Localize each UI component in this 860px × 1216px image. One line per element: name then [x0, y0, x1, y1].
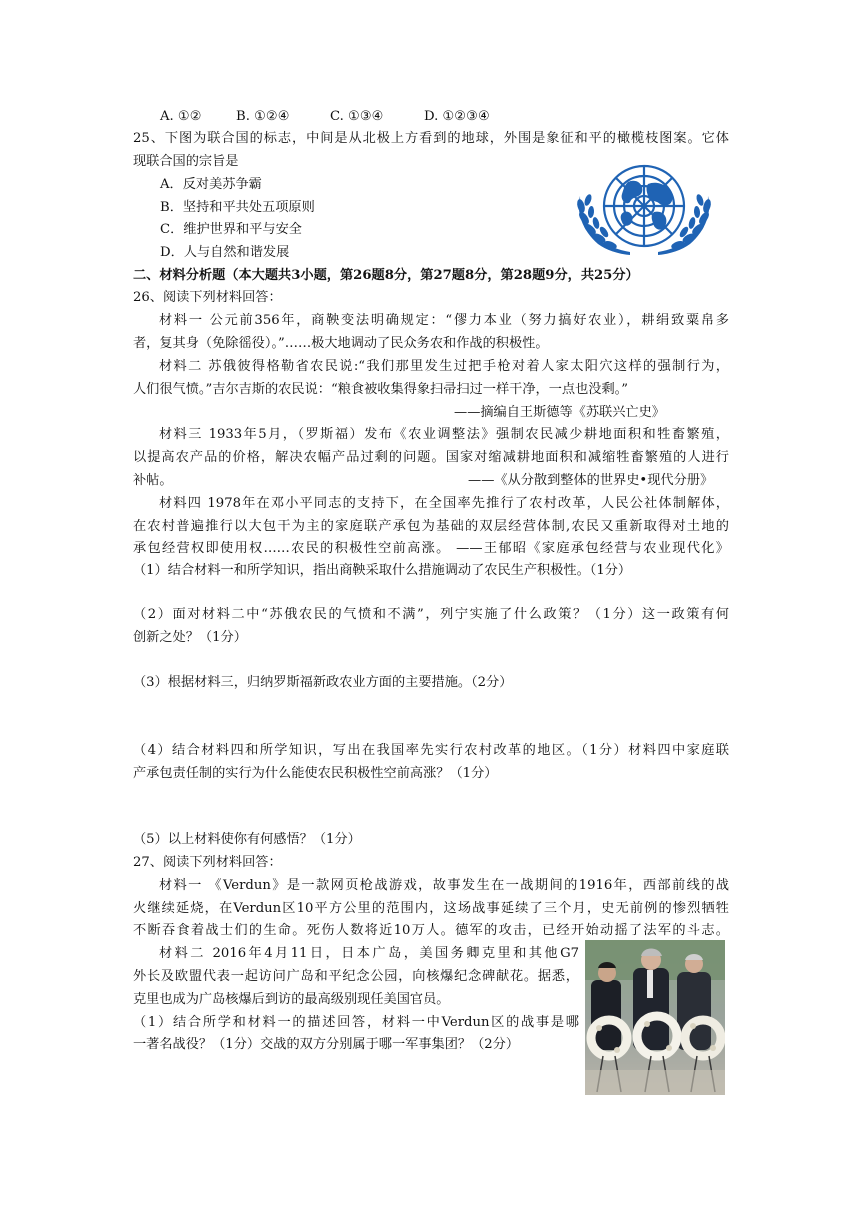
q25-option-b: B．坚持和平共处五项原则: [160, 200, 315, 215]
option-c: C. ①③④: [330, 109, 384, 124]
wreath-laying-photo: [585, 940, 725, 1095]
q24-options: [160, 106, 490, 129]
q26-material-3-line-2: 以提高农产品的价格，解决农幅产品过剩的问题。国家对缩减耕地面积和减缩牲畜繁殖的人进行: [133, 450, 729, 465]
q26-material-1-line-1: 材料一 公元前356年，商鞅变法明确规定：“僇力本业（努力搞好农业），耕绢致粟帛多: [159, 313, 729, 328]
q27-material-2-line-3: 克里也成为广岛核爆后到访的最高级别现任美国官员。: [133, 992, 450, 1007]
q27-subquestion-1-line-2: 一著名战役？（1分）交战的双方分别属于哪一军事集团？（2分）: [133, 1037, 520, 1052]
q25-line-1: 25、下图为联合国的标志，中间是从北极上方看到的地球，外围是象征和平的橄榄枝图案。它体: [133, 131, 729, 146]
q27-subquestion-1-line-1: （1）结合所学和材料一的描述回答，材料一中Verdun区的战事是哪: [133, 1015, 579, 1030]
q26-material-4-line-1: 材料四 1978年在邓小平同志的支持下，在全国率先推行了农村改革，人民公社体制解体，: [159, 496, 729, 511]
q25-line-2: 现联合国的宗旨是: [133, 154, 239, 169]
q25-option-d: D．人与自然和谐发展: [160, 245, 290, 260]
un-emblem-image: [572, 160, 716, 256]
q27-material-1-line-1: 材料一 《Verdun》是一款网页枪战游戏，故事发生在一战期间的1916年，西部前线的战: [159, 878, 729, 893]
q26-material-2-line-2: 人们很气愤。”吉尔吉斯的农民说：“粮食被收集得象扫帚扫过一样干净，一点也没剩。”: [133, 382, 628, 397]
q27-material-1-line-2: 火继续延烧，在Verdun区10平方公里的范围内，这场战事延续了三个月，史无前例的惨烈牺牲: [133, 901, 729, 916]
q25-option-c: C．维护世界和平与安全: [160, 222, 302, 237]
q26-subquestion-4-line-2: 产承包责任制的实行为什么能使农民积极性空前高涨？（1分）: [133, 766, 498, 781]
q27-material-2-line-2: 外长及欧盟代表一起访问广岛和平纪念公园，向核爆纪念碑献花。据悉，: [133, 969, 579, 984]
option-b: B. ①②④: [236, 109, 290, 124]
q26-stem: 26、阅读下列材料回答：: [133, 290, 282, 305]
q26-material-3-source: ——《从分散到整体的世界史•现代分册》: [468, 473, 714, 488]
q25-option-a: A．反对美苏争霸: [160, 177, 262, 192]
q26-subquestion-2-line-2: 创新之处？（1分）: [133, 630, 247, 645]
q26-subquestion-2-line-1: （2）面对材料二中“苏俄农民的气愤和不满”，列宁实施了什么政策？（1分）这一政策有何: [133, 607, 729, 622]
q26-material-4-line-2: 在农村普遍推行以大包干为主的家庭联产承包为基础的双层经营体制,农民又重新取得对土地的: [133, 519, 729, 534]
option-a: A. ①②: [160, 109, 202, 124]
q27-material-2-line-1: 材料二 2016年4月11日，日本广岛，美国务卿克里和其他G7: [159, 946, 579, 961]
section-2-title: 二、材料分析题（本大题共3小题，第26题8分，第27题8分，第28题9分，共25分）: [133, 268, 639, 283]
q26-subquestion-5: （5）以上材料使你有何感悟？（1分）: [133, 832, 361, 847]
q26-material-2-line-1: 材料二 苏俄彼得格勒省农民说:“我们那里发生过把手枪对着人家太阳穴这样的强制行为，: [159, 359, 729, 374]
q26-subquestion-4-line-1: （4）结合材料四和所学知识，写出在我国率先实行农村改革的地区。（1分）材料四中家庭联: [133, 743, 729, 758]
q26-material-3-line-3: 补帖。: [133, 473, 173, 488]
q26-subquestion-1: （1）结合材料一和所学知识，指出商鞅采取什么措施调动了农民生产积极性。（1分）: [133, 563, 632, 578]
q27-stem: 27、阅读下列材料回答：: [133, 855, 282, 870]
q26-subquestion-3: （3）根据材料三，归纳罗斯福新政农业方面的主要措施。（2分）: [133, 675, 513, 690]
option-d: D. ①②③④: [424, 109, 490, 124]
q27-material-1-line-3: 不断吞食着战士们的生命。死伤人数将近10万人。德军的攻击，已经开始动摇了法军的斗志。: [133, 923, 729, 938]
q26-material-3-line-1: 材料三 1933年5月，（罗斯福）发布《农业调整法》强制农民减少耕地面积和牲畜繁殖，: [159, 427, 729, 442]
q26-material-1-line-2: 者，复其身（免除徭役）。”……极大地调动了民众务农和作战的积极性。: [133, 336, 549, 351]
q26-material-4-line-3: 承包经营权即使用权……农民的积极性空前高涨。 ——王郁昭《家庭承包经营与农业现代化》: [133, 541, 729, 556]
q26-material-2-source: ——摘编自王斯德等《苏联兴亡史》: [454, 405, 665, 420]
